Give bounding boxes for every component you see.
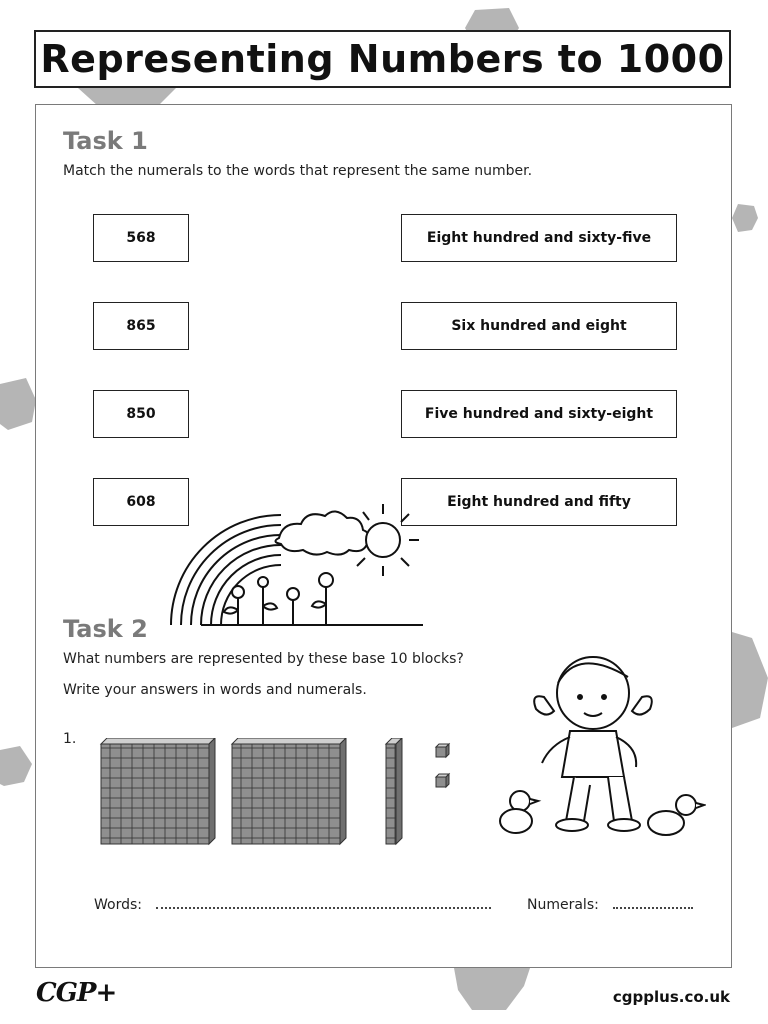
numerals-label: Numerals: [527, 897, 599, 913]
cgp-logo: CGP+ [36, 978, 117, 1008]
words-label: Words: [94, 897, 142, 913]
decorative-hexagon [732, 632, 768, 728]
words-box[interactable]: Eight hundred and fifty [401, 478, 677, 526]
title-banner [34, 30, 731, 88]
words-box[interactable]: Five hundred and sixty-eight [401, 390, 677, 438]
task1-heading: Task 1 [63, 127, 148, 155]
words-answer-row [94, 895, 491, 913]
numeral-box[interactable]: 865 [93, 302, 189, 350]
worksheet-panel [35, 104, 732, 968]
numerals-answer-line[interactable] [613, 895, 693, 909]
words-box[interactable]: Six hundred and eight [401, 302, 677, 350]
task2-instruction-2: Write your answers in words and numerals. [63, 682, 367, 698]
base-ten-blocks [99, 738, 459, 848]
numeral-box[interactable]: 608 [93, 478, 189, 526]
girl-with-chicks-illustration [496, 653, 706, 843]
tens-rod [386, 738, 402, 844]
words-answer-line[interactable] [156, 895, 491, 909]
question-number: 1. [63, 731, 77, 747]
hundreds-block [101, 738, 215, 844]
decorative-hexagon [0, 746, 32, 786]
task2-heading: Task 2 [63, 615, 148, 643]
numeral-box[interactable]: 850 [93, 390, 189, 438]
ones-cube [436, 774, 449, 787]
decorative-hexagon [454, 968, 530, 1010]
page-title: Representing Numbers to 1000 [40, 37, 725, 81]
decorative-hexagon [732, 204, 758, 232]
task2-instruction-1: What numbers are represented by these base 10 blocks? [63, 651, 464, 667]
rainbow-illustration [161, 500, 426, 630]
footer-url[interactable]: cgpplus.co.uk [612, 988, 730, 1006]
words-box[interactable]: Eight hundred and sixty-five [401, 214, 677, 262]
hundreds-block [232, 738, 346, 844]
ones-cube [436, 744, 449, 757]
numerals-answer-row [527, 895, 693, 913]
decorative-hexagon [0, 378, 36, 430]
numeral-box[interactable]: 568 [93, 214, 189, 262]
task1-instruction: Match the numerals to the words that represent the same number. [63, 163, 533, 179]
